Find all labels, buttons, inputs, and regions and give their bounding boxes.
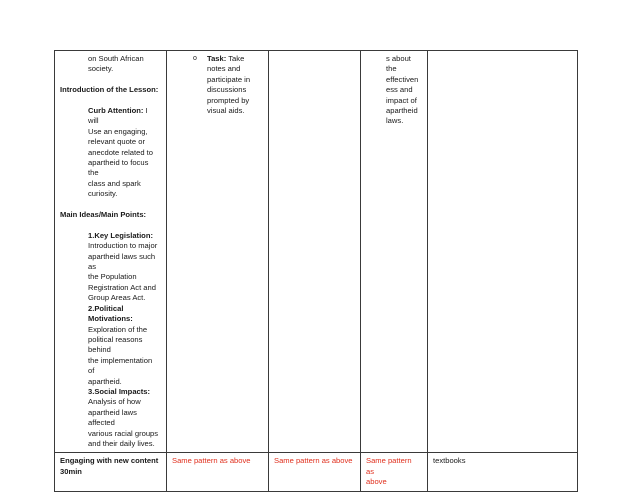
- point-line: Registration Act and: [88, 282, 156, 292]
- lesson-plan-table: [54, 50, 578, 492]
- task-line: participate in: [207, 74, 251, 84]
- point-line: apartheid.: [88, 376, 122, 386]
- task-line: visual aids.: [207, 106, 245, 116]
- point-line: Exploration of the: [88, 324, 148, 334]
- curb-attention-line: relevant quote or: [88, 137, 145, 147]
- assessment-line: impact of: [386, 95, 417, 105]
- assessment-line: the: [386, 64, 397, 74]
- assessment-line: effectiven: [386, 74, 419, 84]
- task-line: notes and: [207, 64, 241, 74]
- point-line: apartheid laws affected: [88, 407, 137, 428]
- pattern-note: above: [366, 477, 387, 487]
- point-line: political reasons behind: [88, 334, 143, 355]
- point-line: and their daily lives.: [88, 438, 155, 448]
- curb-attention-title: Curb Attention:: [88, 106, 144, 115]
- point-line: Introduction to major: [88, 241, 158, 251]
- stage-title: Engaging with new content: [60, 456, 159, 466]
- intro-heading: Introduction of the Lesson:: [60, 85, 159, 95]
- learner-task-cell: [167, 51, 269, 453]
- assessment-cell: [361, 51, 428, 453]
- assessment-line: apartheid: [386, 106, 418, 116]
- point-title: 3.Social Impacts:: [88, 386, 151, 396]
- pattern-cell: [361, 453, 428, 491]
- resource-text: textbooks: [433, 456, 466, 466]
- point-line: the Population: [88, 272, 137, 282]
- empty-cell: [269, 51, 361, 453]
- pattern-note: Same pattern as: [366, 456, 412, 476]
- point-title: 2.Political Motivations:: [88, 303, 133, 324]
- task-label: Task:: [207, 54, 227, 63]
- task-text: Take: [226, 54, 245, 63]
- assessment-line: s about: [386, 54, 411, 63]
- stage-cell: [55, 453, 167, 491]
- continued-text: on South African: [88, 54, 144, 63]
- task-bullet-item: [167, 54, 262, 116]
- pattern-cell: [167, 453, 269, 491]
- pattern-cell: [269, 453, 361, 491]
- curb-attention-line: class and spark curiosity.: [88, 178, 141, 199]
- assessment-line: ess and: [386, 85, 413, 95]
- point-line: the implementation of: [88, 355, 153, 376]
- task-line: prompted by: [207, 95, 250, 105]
- resources-cell: [428, 453, 578, 491]
- curb-attention-line: anecdote related to: [88, 147, 154, 157]
- table-row: [55, 453, 578, 491]
- point-title: 1.Key Legislation:: [88, 230, 153, 240]
- pattern-note: Same pattern as above: [274, 456, 353, 466]
- curb-attention-line: Use an engaging,: [88, 126, 148, 136]
- resources-cell: [428, 51, 578, 453]
- pattern-note: Same pattern as above: [172, 456, 251, 466]
- curb-attention-block: [60, 106, 160, 200]
- table-row: [55, 51, 578, 453]
- stage-duration: 30min: [60, 466, 82, 476]
- bullet-icon: o: [193, 55, 197, 62]
- task-line: discussions: [207, 85, 247, 95]
- curb-attention-line: apartheid to focus the: [88, 158, 149, 178]
- point-line: apartheid laws such as: [88, 251, 156, 272]
- activity-cell: [55, 51, 167, 453]
- point-line: Analysis of how: [88, 397, 141, 407]
- main-points-list: [60, 231, 160, 450]
- curb-attention-text: I will: [88, 106, 148, 126]
- assessment-line: laws.: [386, 116, 404, 126]
- continued-text: society.: [88, 64, 114, 74]
- point-line: various racial groups: [88, 428, 159, 438]
- main-ideas-heading: Main Ideas/Main Points:: [60, 210, 147, 220]
- point-line: Group Areas Act.: [88, 293, 146, 303]
